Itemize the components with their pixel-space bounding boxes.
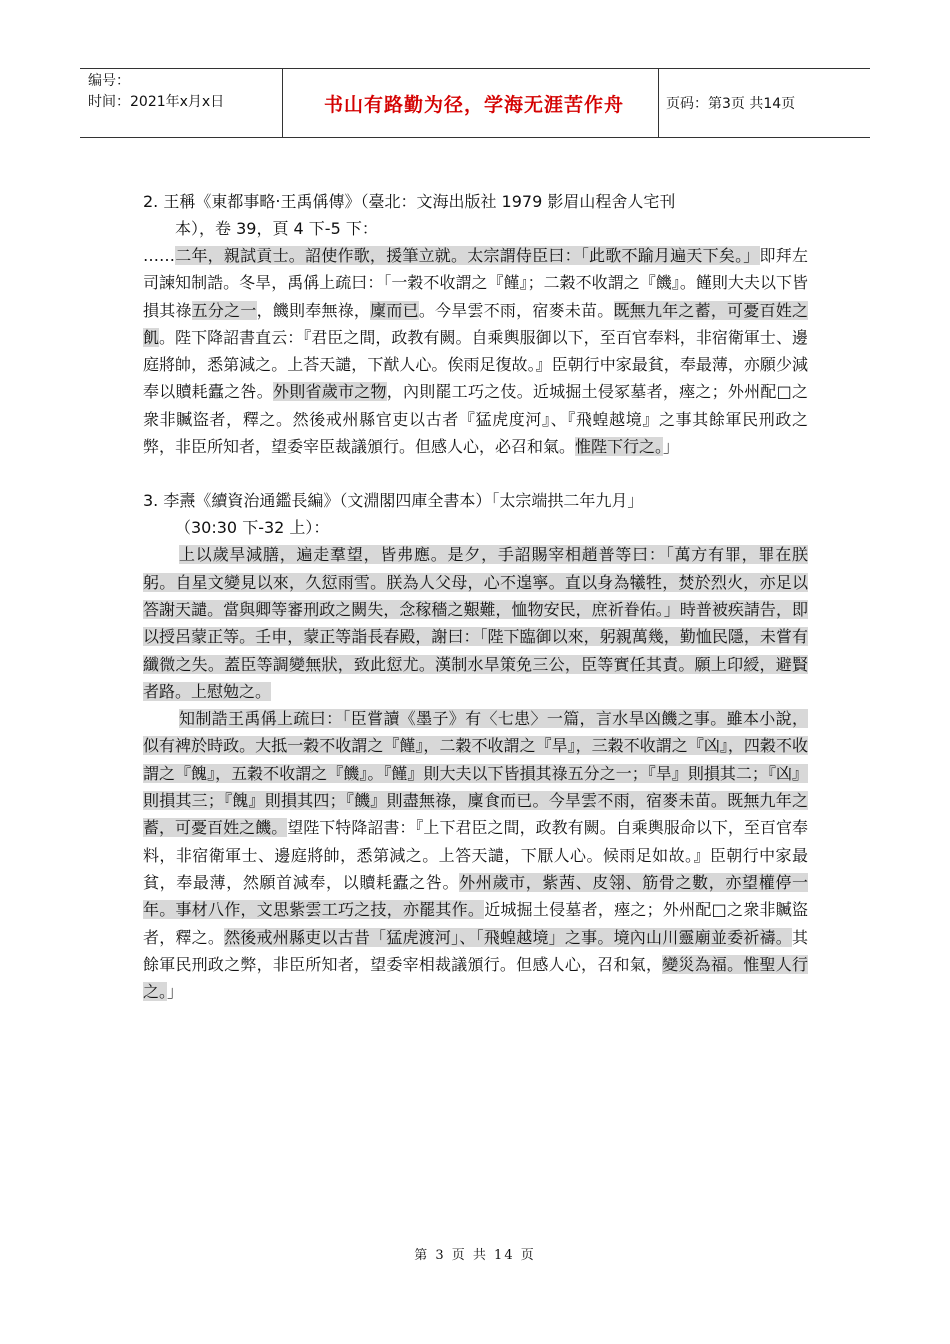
highlighted-text: 變災為福。惟聖人行之。	[143, 954, 808, 1002]
quote-text: 即拜左司諫知制誥。冬旱，禹偁上疏曰：「一穀不收謂之『饉』；二穀不收謂之『饑』。饉則大夫以下皆損其祿	[143, 246, 808, 320]
highlighted-text: 外州歲市，紫茜、皮翎、筋骨之數，亦望權停一年。事材八作，文思紫雲工巧之技，亦罷其作。	[143, 872, 808, 920]
header-motto: 书山有路勤为径，学海无涯苦作舟	[323, 93, 624, 116]
page-header	[80, 68, 870, 138]
entry-3-citation: 3. 李燾《續資治通鑑長編》（文淵閣四庫全書本）「太宗端拱二年九月」	[143, 491, 644, 511]
entry-3-paragraph-2	[143, 705, 808, 1005]
spacer	[143, 460, 808, 487]
quote-text: 。今旱雲不雨，宿麥未苗。	[418, 300, 614, 320]
entry-3-heading	[143, 487, 808, 541]
header-divider	[658, 69, 659, 137]
entry-2-heading	[143, 188, 808, 242]
page-footer: 第 3 页 共 14 页	[414, 1248, 536, 1263]
highlighted-text: 既無九年之蓄，可憂百姓之飢	[143, 300, 808, 347]
entry-2-citation: 2. 王稱《東都事略‧王禹偁傳》（臺北：文海出版社 1979 影眉山程舍人宅刊	[143, 192, 676, 211]
entry-3-paragraph-1	[143, 541, 808, 705]
highlighted-text: 廩而已	[370, 300, 419, 320]
document-body	[143, 188, 808, 1005]
quote-text: 。陛下降詔書直云：『君臣之間，政教有闕。自乘輿服御以下，至百官奉料，非宿衛軍士、邊庭將帥，悉第減之。上荅天譴，下猷人心。俟雨足復故。』臣朝行中家最貧，奉最薄，亦願少減奉以贖耗蠹之咎。	[143, 327, 808, 402]
entry-3-citation-cont: （30:30 下-32 上）：	[175, 518, 330, 538]
highlighted-text: 五分之一	[191, 300, 257, 320]
highlighted-text: 然後戒州縣吏以古昔「猛虎渡河」、「飛蝗越境」之事。境內山川靈廟並委祈禱。	[224, 927, 792, 947]
quote-text: 近城掘土侵墓者，瘞之；外州配□之衆非贓盜者，釋之。	[143, 900, 808, 947]
highlighted-text: 外則省歲市之物	[272, 382, 387, 402]
quote-text: ……	[143, 246, 175, 265]
quote-text: 」	[663, 437, 680, 457]
quote-text: 望陛下特降詔書：『上下君臣之間，政教有闕。自乘輿服命以下，至百官奉料，非宿衛軍士、邊庭將帥，悉第減之。上答天譴，下厭人心。候雨足如故。』臣朝行中家最貧，奉最薄，然願首減奉，以贖耗蠹之咎。	[143, 818, 808, 892]
highlighted-text: 知制誥王禹偁上疏曰：「臣嘗讀《墨子》有〈七患〉一篇，言水旱凶饑之事。雖本小說，似有裨於時政。大抵一穀不收謂之『饉』，二穀不收謂之『旱』，三穀不收謂之『凶』，四穀不收謂之『餽』，五穀不收謂之『饑』。『饉』則大夫以下皆損其祿五分之一；『旱』則損其二；『凶』則損其三；『餽』則損其四；『饑』則盡無祿，廩食而已。今旱雲不雨，宿麥未苗。既無九年之蓄，可憂百姓之饑。	[143, 709, 808, 838]
header-page-number: 页码：第3页 共14页	[666, 96, 796, 112]
document-date: 时间：2021年x月x日	[88, 94, 225, 110]
quote-text: 」	[167, 982, 184, 1002]
document-number: 编号：	[88, 73, 130, 89]
highlighted-text: 二年，親試貢士。詔使作歌，援筆立就。太宗謂侍臣曰：「此歌不踰月遍天下矣。」	[175, 246, 760, 265]
highlighted-text: 上以歲旱減膳，遍走羣望，皆弗應。是夕，手詔賜宰相趙普等曰：「萬方有罪，罪在朕躬。自星文變見以來，久愆雨雪。朕為人父母，心不遑寧。直以身為犧牲，焚於烈火，亦足以答謝天譴。當與卿等審刑政之闕失，念稼穡之艱難，恤物安民，庶祈眷佑。」時普被疾請告，即以授呂蒙正等。壬申，蒙正等詣長春殿，謝曰：「陛下臨御以來，躬親萬幾，勤恤民隱，未嘗有纖微之失。蓋臣等調變無狀，致此愆尤。漢制水旱策免三公，臣等實任其責。願上印綬，避賢者路。上慰勉之。	[143, 545, 808, 701]
entry-2-citation-cont: 本），卷 39，頁 4 下-5 下：	[175, 219, 378, 238]
quote-text: 其餘軍民刑政之弊，非臣所知者，望委宰相裁議頒行。但感人心，召和氣，	[143, 927, 808, 974]
entry-2-quote	[143, 242, 808, 460]
highlighted-text: 惟陛下行之。	[575, 437, 664, 457]
header-divider	[282, 69, 283, 137]
header-meta	[88, 71, 224, 113]
quote-text: ，饑則奉無祿，	[256, 300, 371, 320]
quote-text: ，內則罷工巧之伎。近城掘土侵冢墓者，瘞之；外州配□之衆非贓盜者，釋之。然後戒州縣官吏以古者『猛虎度河』、『飛蝗越境』之事其餘軍民刑政之弊，非臣所知者，望委宰臣裁議頒行。但感人心，必召和氣。	[143, 382, 808, 457]
